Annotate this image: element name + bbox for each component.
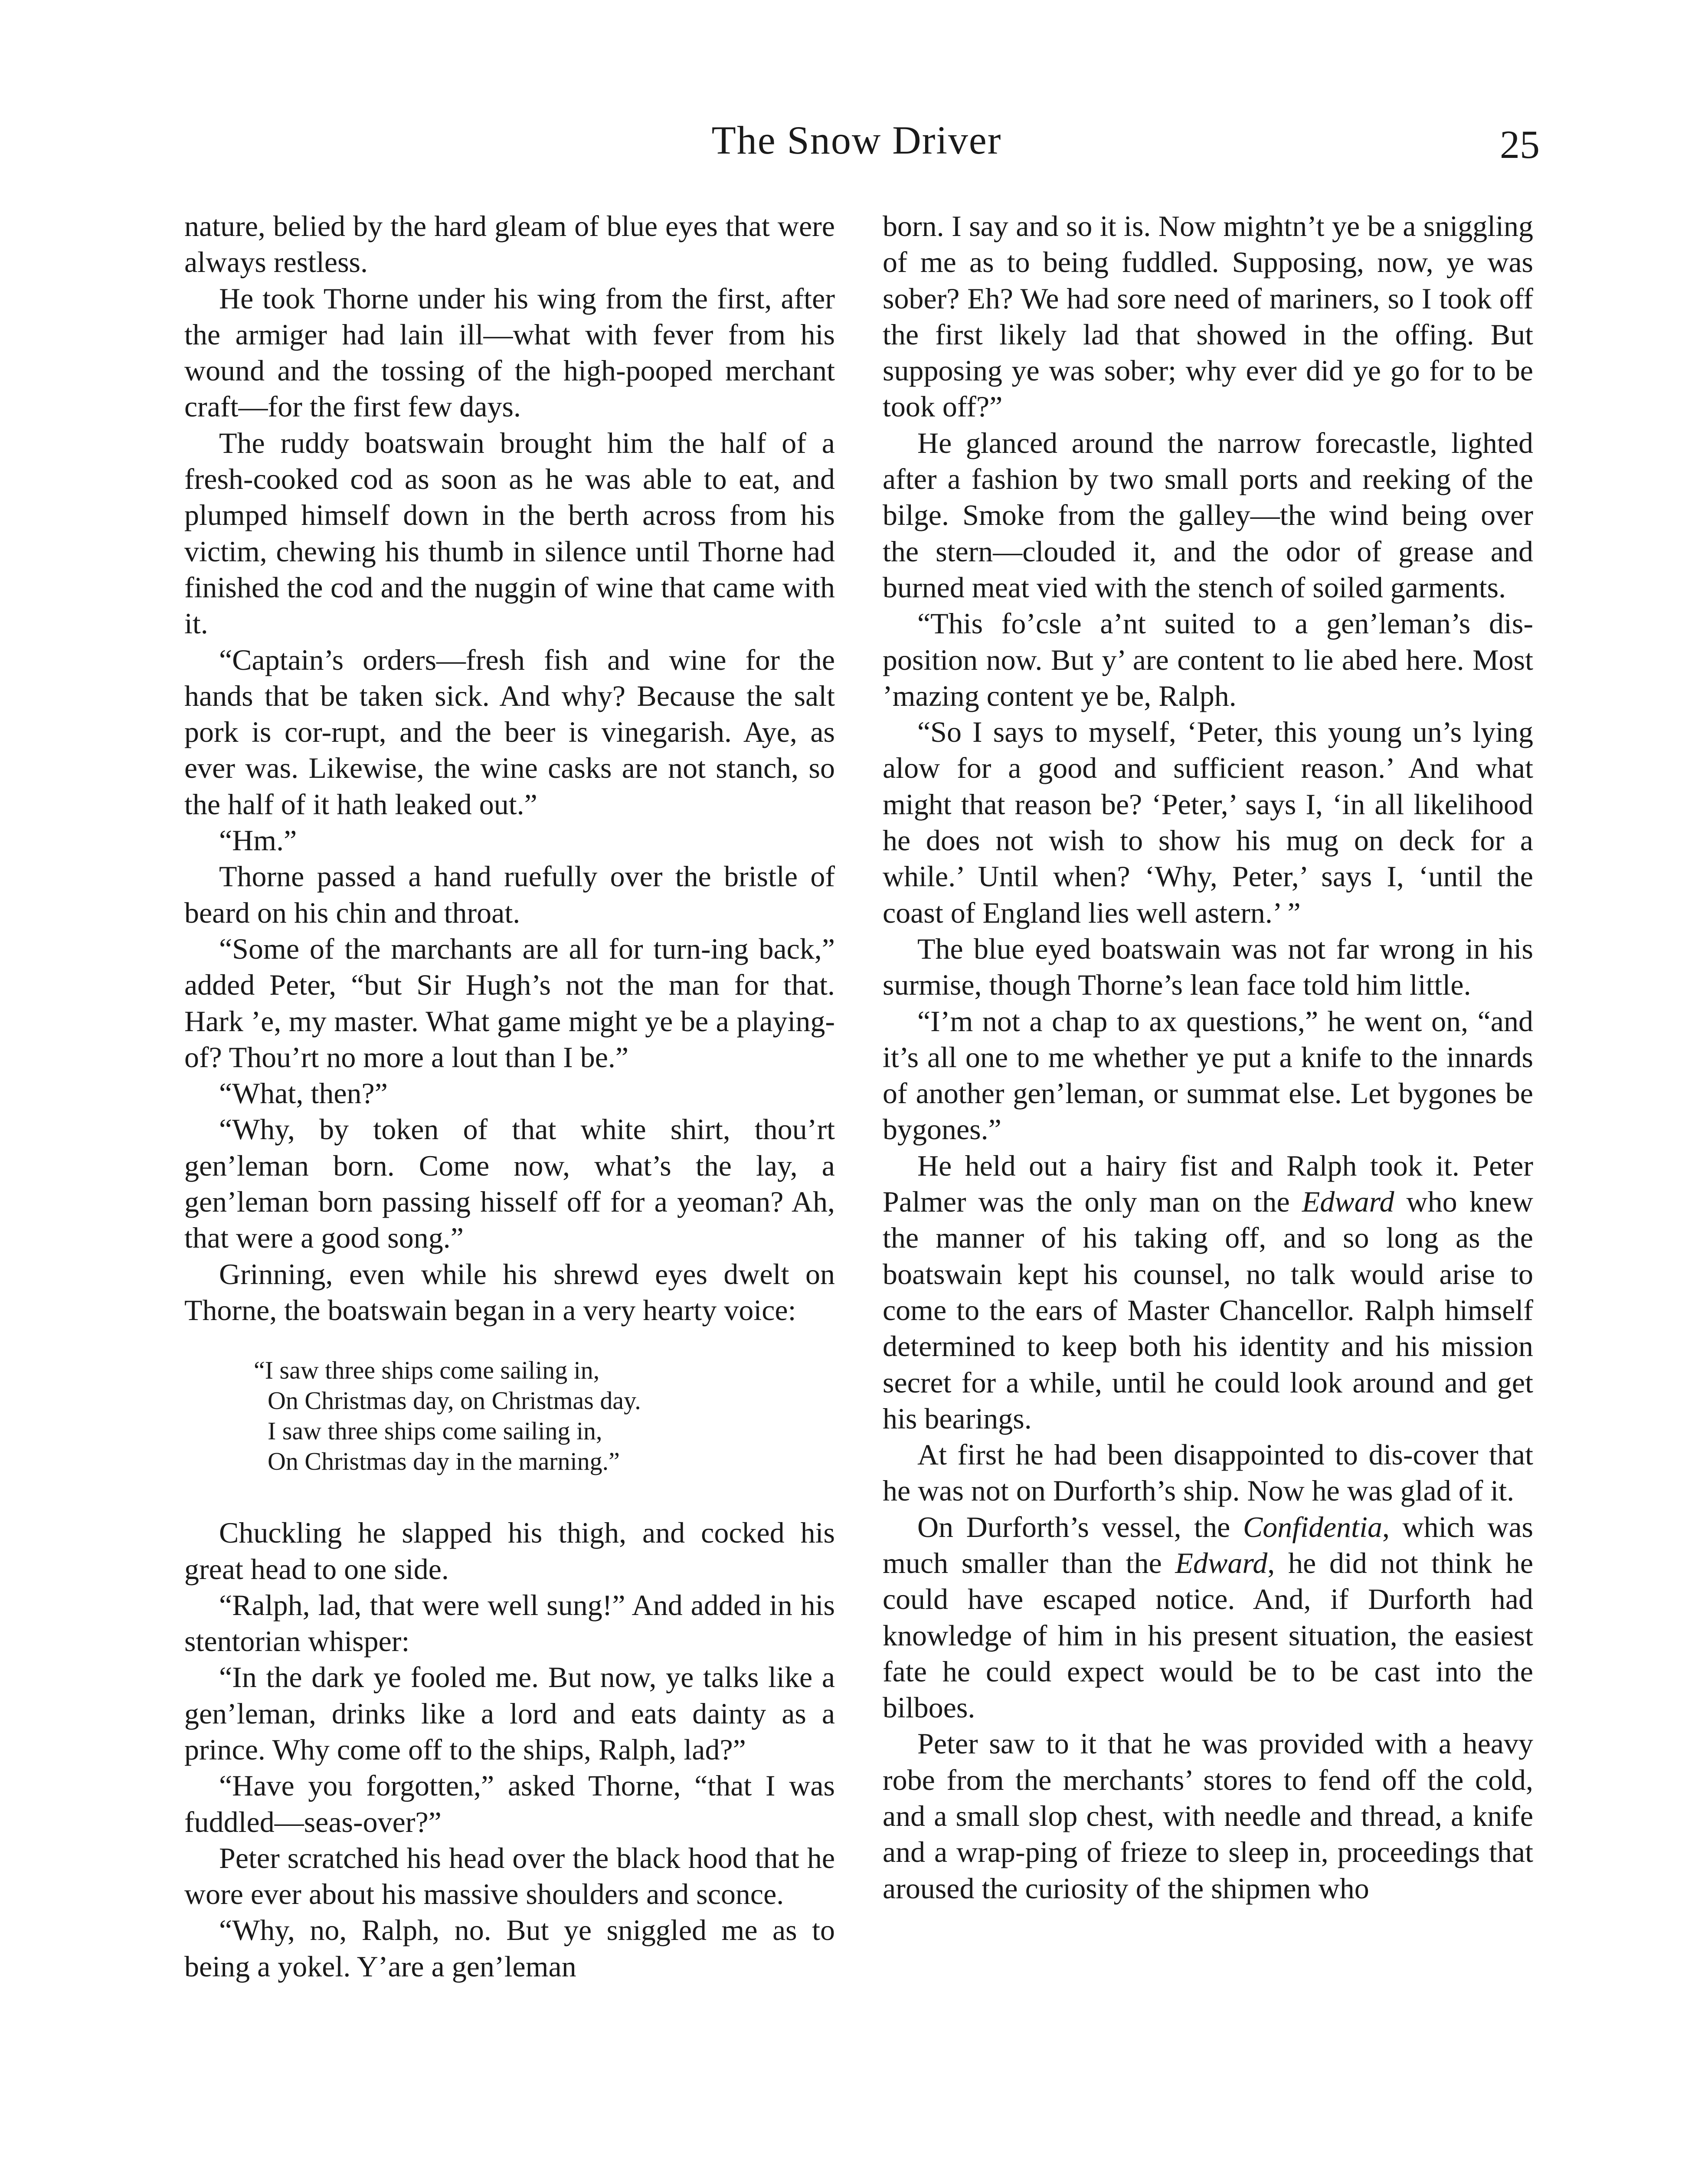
paragraph: “Why, no, Ralph, no. But ye sniggled me as to being a yokel. Y’are a gen’leman [184,1913,835,1983]
text-run: , which was much smaller than the [883,1510,1534,1579]
paragraph: “Ralph, lad, that were well sung!” And added in his stentorian whisper: [184,1588,835,1658]
song-verse [254,1355,835,1477]
right-column [883,208,1533,1907]
song-line: “I saw three ships come sailing in, [254,1356,600,1385]
paragraph: He took Thorne under his wing from the first, after the armiger had lain ill—what with fever from his wound and the tossing of the high-pooped merchant craft—for the first few days. [184,282,835,423]
song-line: I saw three ships come sailing in, [268,1417,602,1445]
paragraph: “I’m not a chap to ax questions,” he went on, “and it’s all one to me whether ye put a knife to the innards of another gen’leman, or summat else. Let bygones be bygones.” [883,1004,1533,1146]
paragraph [883,1509,1533,1726]
paragraph: “Why, by token of that white shirt, thou’rt gen’leman born. Come now, what’s the lay, a gen’leman born passing hisself off for a yeoman? Ah, that were a good song.” [184,1113,835,1255]
left-column [184,208,835,1985]
song-line: On Christmas day, on Christmas day. [268,1386,641,1415]
paragraph: Peter scratched his head over the black hood that he wore ever about his massive shoulders and sconce. [184,1841,835,1911]
song-line: On Christmas day in the marning.” [268,1447,620,1476]
paragraph: “Have you forgotten,” asked Thorne, “that I was fuddled—seas-over?” [184,1769,835,1838]
paragraph: born. I say and so it is. Now mightn’t ye be a sniggling of me as to being fuddled. Supposing, now, ye was sober? Eh? We had sore need of mariners, so I took off the first likely lad that showed in the offing. But supposing ye was sober; why ever did ye go for to be took off?” [883,210,1533,423]
paragraph: Grinning, even while his shrewd eyes dwelt on Thorne, the boatswain began in a very hearty voice: [184,1257,835,1327]
paragraph [883,1148,1533,1437]
ship-name: Edward [1175,1546,1268,1579]
paragraph: At first he had been disappointed to dis-cover that he was not on Durforth’s ship. Now he was glad of it. [883,1438,1533,1507]
paragraph: “Some of the marchants are all for turn-ing back,” added Peter, “but Sir Hugh’s not the man for that. Hark ’e, my master. What game might ye be a playing-of? Thou’rt no more a lout than I be.” [184,932,835,1074]
paragraph: He glanced around the narrow forecastle, lighted after a fashion by two small ports and reeking of the bilge. Smoke from the galley—the wind being over the stern—clouded it, and the odor of grease and burned meat vied with the stench of soiled garments. [883,426,1533,604]
text-run: , he did not think he could have escaped notice. And, if Durforth had knowledge of him in his present situation, the easiest fate he could expect would be to be cast into the bilboes. [883,1546,1534,1724]
ship-name: Edward [1302,1185,1394,1219]
running-title: The Snow Driver [711,118,1002,162]
paragraph: Chuckling he slapped his thigh, and cocked his great head to one side. [184,1516,835,1586]
paragraph: The ruddy boatswain brought him the half of a fresh-cooked cod as soon as he was able to eat, and plumped himself down in the berth across from his victim, chewing his thumb in silence until Thorne had finished the cod and the nuggin of wine that came with it. [184,426,835,640]
page-header [173,117,1540,178]
paragraph: “Captain’s orders—fresh fish and wine for the hands that be taken sick. And why? Because the salt pork is cor-rupt, and the beer is vinegarish. Aye, as ever was. Likewise, the wine casks are not stanch, so the half of it hath leaked out.” [184,643,835,821]
paragraph: Thorne passed a hand ruefully over the bristle of beard on his chin and throat. [184,860,835,929]
page-number: 25 [1500,122,1540,167]
text-run: who knew the manner of his taking off, and so long as the boatswain kept his counsel, no talk would arise to come to the ears of Master Chancellor. Ralph himself determined to keep both his identity and his mission secret for a while, until he could look around and get his bearings. [883,1185,1533,1435]
paragraph: The blue eyed boatswain was not far wrong in his surmise, though Thorne’s lean face told him little. [883,932,1533,1002]
text-run: He held out a hairy fist and Ralph took it. Peter Palmer was the only man on the [883,1149,1533,1219]
paragraph: nature, belied by the hard gleam of blue eyes that were always restless. [184,210,835,279]
ship-name: Confidentia [1243,1510,1382,1543]
paragraph: “So I says to myself, ‘Peter, this young un’s lying alow for a good and sufficient reason.’ And what might that reason be? ‘Peter,’ says I, ‘in all likelihood he does not wish to show his mug on deck for a while.’ Until when? ‘Why, Peter,’ says I, ‘until the coast of England lies well astern.’ ” [883,715,1533,929]
paragraph: “What, then?” [219,1077,388,1110]
paragraph: “In the dark ye fooled me. But now, ye talks like a gen’leman, drinks like a lord and eats dainty as a prince. Why come off to the ships, Ralph, lad?” [184,1661,835,1766]
paragraph: “Hm.” [219,824,297,857]
paragraph: Peter saw to it that he was provided with a heavy robe from the merchants’ stores to fend off the cold, and a small slop chest, with needle and thread, a knife and a wrap-ping of frieze to sleep in, proceedings that aroused the curiosity of the shipmen who [883,1727,1533,1905]
text-run: On Durforth’s vessel, the [917,1510,1243,1543]
paragraph: “This fo’csle a’nt suited to a gen’leman’s dis-position now. But y’ are content to lie abed here. Most ’mazing content ye be, Ralph. [883,607,1533,712]
